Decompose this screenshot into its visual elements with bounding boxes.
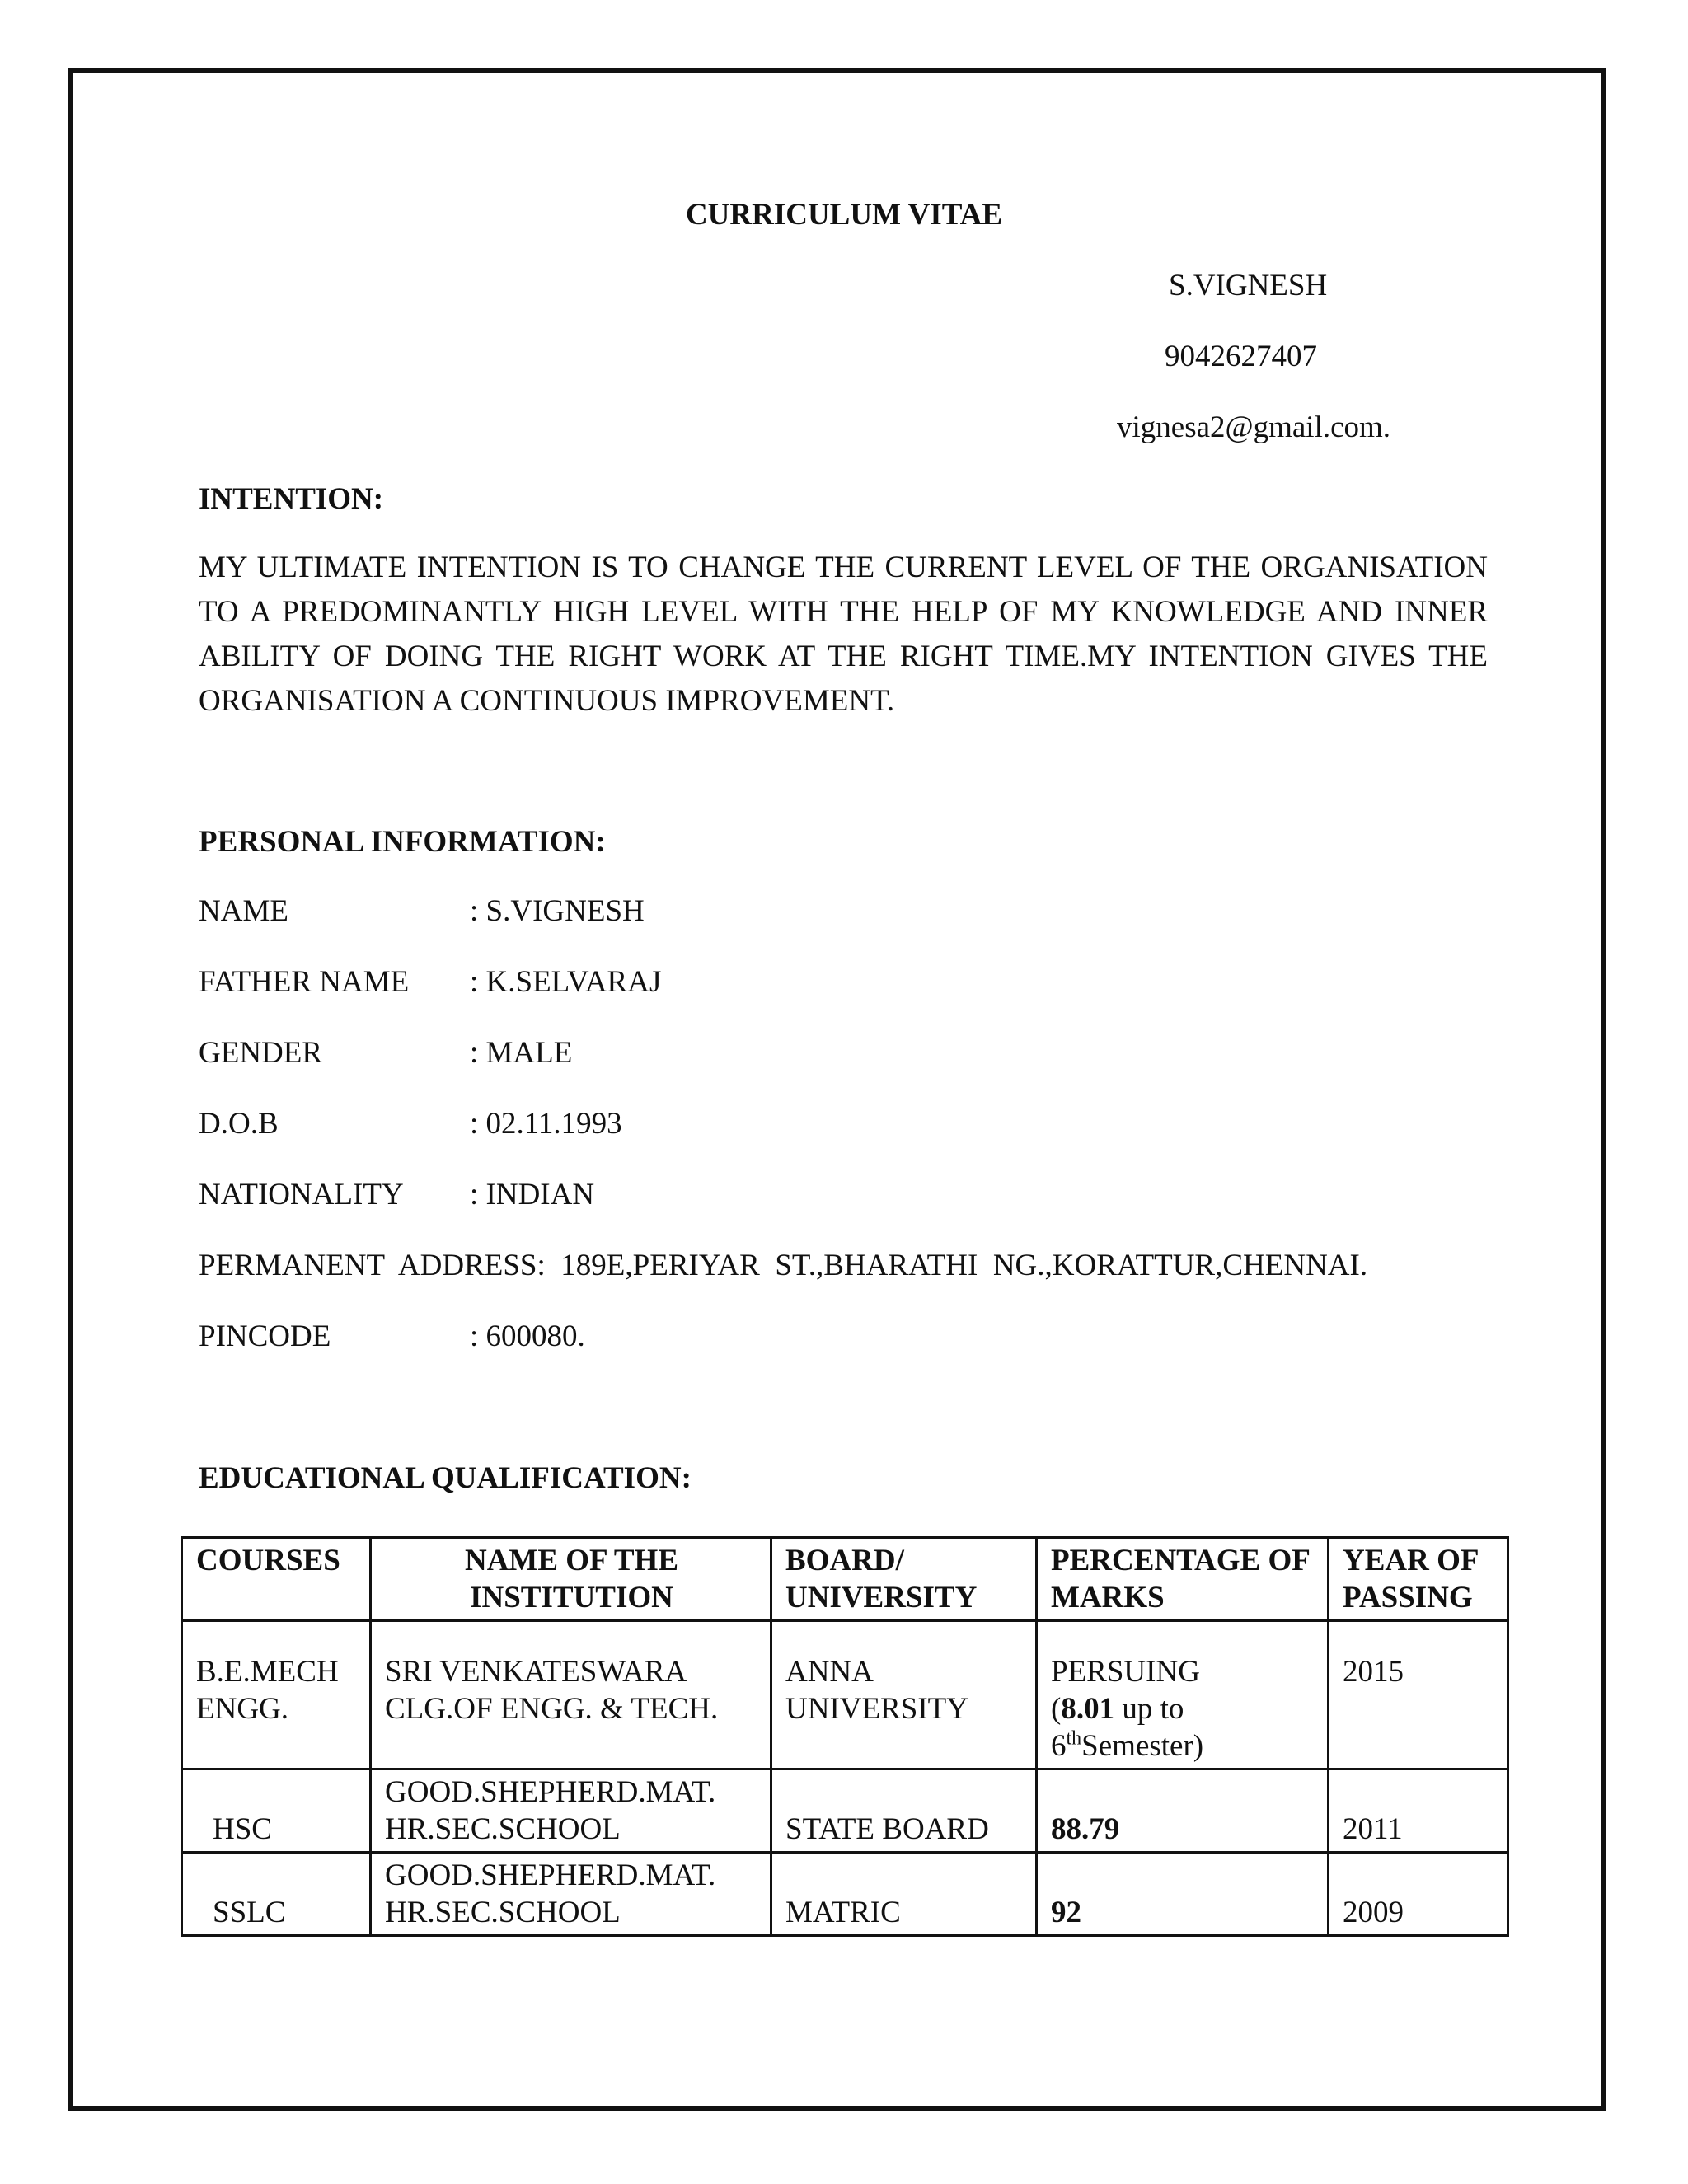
- field-label: D.O.B: [199, 1107, 279, 1141]
- table-row: [182, 1621, 1508, 1769]
- header-courses: COURSES: [182, 1538, 371, 1621]
- field-label: GENDER: [199, 1036, 323, 1070]
- field-label: FATHER NAME: [199, 965, 410, 999]
- table-row: [182, 1853, 1508, 1936]
- education-heading: EDUCATIONAL QUALIFICATION:: [199, 1461, 692, 1495]
- percentage-value: 8.01: [1061, 1692, 1115, 1726]
- table-header-row: [182, 1538, 1508, 1621]
- contact-name: S.VIGNESH: [1169, 269, 1328, 302]
- header-board: BOARD/ UNIVERSITY: [771, 1538, 1037, 1621]
- percentage-open: (: [1051, 1692, 1062, 1726]
- personal-row-pincode: [199, 1319, 585, 1354]
- cell-course: SSLC: [182, 1853, 371, 1936]
- header-institution: NAME OF THE INSTITUTION: [371, 1538, 771, 1621]
- personal-row-address: PERMANENT ADDRESS: 189E,PERIYAR ST.,BHARATHI NG.,KORATTUR,CHENNAI.: [199, 1249, 1368, 1282]
- cell-institution: SRI VENKATESWARA CLG.OF ENGG. & TECH.: [371, 1621, 771, 1769]
- cell-board: ANNA UNIVERSITY: [771, 1621, 1037, 1769]
- table-row: [182, 1769, 1508, 1853]
- cell-year: 2015: [1329, 1621, 1508, 1769]
- cell-institution: GOOD.SHEPHERD.MAT. HR.SEC.SCHOOL: [371, 1769, 771, 1853]
- percentage-sem-num: 6: [1051, 1729, 1067, 1763]
- cell-course: B.E.MECH ENGG.: [182, 1621, 371, 1769]
- personal-info-heading: PERSONAL INFORMATION:: [199, 825, 606, 859]
- cell-year: 2011: [1329, 1769, 1508, 1853]
- personal-row-name: [199, 893, 645, 929]
- cell-board: STATE BOARD: [771, 1769, 1037, 1853]
- personal-row-gender: [199, 1035, 572, 1071]
- field-value: : S.VIGNESH: [470, 894, 645, 928]
- document-title: CURRICULUM VITAE: [685, 198, 1003, 232]
- education-table: [181, 1536, 1509, 1937]
- cell-percentage: [1037, 1621, 1329, 1769]
- field-label: PINCODE: [199, 1319, 331, 1353]
- field-value: : MALE: [470, 1036, 573, 1070]
- field-label: NATIONALITY: [199, 1178, 404, 1212]
- field-label: NAME: [199, 894, 288, 928]
- header-year: YEAR OF PASSING: [1329, 1538, 1508, 1621]
- cell-board: MATRIC: [771, 1853, 1037, 1936]
- cell-institution: GOOD.SHEPHERD.MAT. HR.SEC.SCHOOL: [371, 1853, 771, 1936]
- intention-heading: INTENTION:: [199, 482, 384, 516]
- cell-course: HSC: [182, 1769, 371, 1853]
- personal-row-father-name: [199, 964, 661, 1000]
- personal-row-dob: [199, 1106, 622, 1141]
- header-percentage: PERCENTAGE OF MARKS: [1037, 1538, 1329, 1621]
- cell-percentage: 88.79: [1037, 1769, 1329, 1853]
- personal-row-nationality: [199, 1177, 594, 1212]
- contact-phone: 9042627407: [1165, 340, 1317, 373]
- percentage-mid: up to: [1114, 1692, 1184, 1726]
- cell-percentage: 92: [1037, 1853, 1329, 1936]
- contact-email: vignesa2@gmail.com.: [1117, 410, 1391, 444]
- cell-year: 2009: [1329, 1853, 1508, 1936]
- percentage-sem-text: Semester): [1081, 1729, 1204, 1763]
- field-value: : K.SELVARAJ: [470, 965, 662, 999]
- intention-text: MY ULTIMATE INTENTION IS TO CHANGE THE CURRENT LEVEL OF THE ORGANISATION TO A PREDOMINANTLY HIGH LEVEL WITH THE HELP OF MY KNOWLEDGE AND INNER ABILITY OF DOING THE RIGHT WORK AT THE RIGHT TIME.MY INTENTION GIVES THE ORGANISATION A CONTINUOUS IMPROVEMENT.: [199, 551, 1488, 718]
- field-value: : INDIAN: [470, 1178, 595, 1212]
- field-value: : 02.11.1993: [470, 1107, 622, 1141]
- percentage-sup: th: [1066, 1727, 1082, 1750]
- percentage-status: PERSUING: [1051, 1655, 1200, 1689]
- field-value: : 600080.: [470, 1319, 585, 1353]
